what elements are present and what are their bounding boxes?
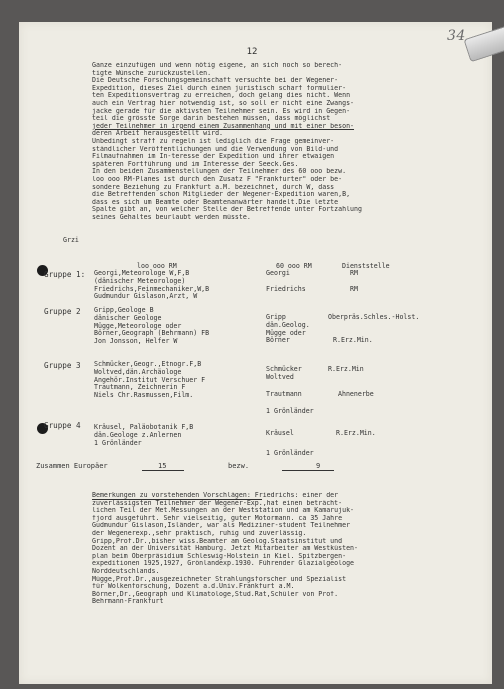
column-header-mid: 60 ooo RM	[276, 262, 312, 270]
totals-separator: bezw.	[228, 462, 250, 470]
mid-line: Gripp	[266, 313, 286, 321]
group-4-members	[94, 424, 193, 447]
remark-line: Mügge,Prof.Dr.,ausgezeichneter Strahlungsforscher und Spezialist	[92, 575, 347, 583]
remark-line: der Wegenerexp.,sehr praktisch, ruhig und zuverlässig.	[92, 529, 307, 537]
remark-line: Bemerkungen zu vorstehenden Vorschlägen: Friedrichs: einer der	[92, 492, 339, 499]
totals-left-value: 15	[158, 462, 167, 470]
remark-line: für Wolkenforschung, Dozent a.d.Univ.Frankfurt a.M.	[92, 583, 295, 591]
column-header-left: loo ooo RM	[137, 262, 177, 270]
mid-line: Georgi	[266, 269, 290, 277]
group-1-right	[350, 270, 358, 293]
text-line: Expedition, dieses Ziel durch einen juristisch scharf formulier-	[92, 84, 347, 92]
mid-line: Kräusel	[266, 429, 294, 437]
remark-line: Gripp,Prof.Dr.,bisher wiss.Beamter am Geolog.Staatsinstitut und	[92, 537, 343, 545]
text-line: In den beiden Zusammenstellungen der Teilnehmer des 60 ooo bezw.	[92, 168, 347, 176]
remarks-heading-underline	[92, 499, 262, 500]
group-3-right	[328, 365, 374, 399]
member-line: Gripp,Geologe B	[94, 306, 154, 314]
text-line: späteren Fortführung und im Interesse der Seeck.Ges.	[92, 160, 299, 168]
member-line: Trautmann, Zeichnerin F	[94, 383, 186, 392]
text-line: tigte Wünsche zurückzustellen.	[92, 69, 212, 77]
right-line: RM	[350, 269, 358, 277]
archive-number: 34	[447, 28, 466, 44]
member-line: Woltved,dän.Archäologe	[94, 367, 182, 376]
member-line: Börner,Geograph (Behrmann) FB	[94, 329, 210, 338]
text-line: Spalte gibt an, von welcher Stelle der Betreffende unter Fortzahlung	[92, 206, 362, 214]
group-2-right	[328, 314, 419, 345]
group-3-members	[94, 361, 205, 400]
right-line	[328, 322, 419, 330]
totals-label: Zusammen Europäer	[36, 462, 108, 470]
right-line	[328, 373, 374, 381]
member-line: Friedrichs,Feinmechaniker,W,B	[94, 284, 210, 293]
text-line: seines Gehaltes beurlaubt werden müsste.	[92, 213, 251, 221]
member-line: Kräusel, Paläobotanik F,B	[94, 423, 194, 431]
right-line: Ahnenerbe	[338, 390, 374, 399]
text-line: ten Expeditionsvertrag zu erreichen, doch gelang dies nicht. Wenn	[92, 92, 351, 100]
text-line: jeder Teilnehmer in irgend einem Zusammenhang und mit einer beson-	[92, 122, 355, 130]
remark-line: Dozent an der Universität Hamburg. Jetzt Mitarbeiter am Westküsten-	[92, 545, 358, 553]
right-line: R.Erz.Min.	[336, 429, 376, 437]
remark-line: Gudmundur Gislason,Isländer, war als Mediziner-student Teilnehmer	[92, 522, 351, 530]
mid-line: Schmücker	[266, 365, 302, 373]
remark-line: plan beim Oberpräsidium Schleswig-Holstein in Kiel. Spitzbergen-	[92, 552, 347, 560]
totals-left-underline	[142, 470, 184, 471]
right-line: RM	[350, 284, 358, 293]
group-4-mid	[266, 428, 314, 458]
right-line: Oberpräs.Schles.-Holst.	[328, 313, 420, 321]
mid-line: Woltved	[266, 373, 294, 382]
group-3-mid	[266, 365, 314, 415]
right-line: R.Erz.Min.	[333, 336, 373, 345]
text-line: auch ein Vertrag hier notwendig ist, so soll er nicht eine Zwangs-	[92, 99, 355, 107]
text-line: Unbedingt straff zu regeln ist lediglich die Frage gemeinver-	[92, 137, 335, 145]
mid-line: Trautmann	[266, 390, 302, 399]
text-line: ständlicher Veröffentlichungen und die Verwendung von Bild-und	[92, 145, 339, 153]
remark-line: expeditionen 1925,1927, Grönlandexp.1930. Führender Glazialgeologe	[92, 560, 355, 568]
group-2-mid	[266, 314, 310, 345]
mid-line: Börner	[266, 336, 290, 345]
text-line: jacke gerade für die aktivsten Teilnehmer sein. Es wird in Gegen-	[92, 107, 351, 115]
member-line: dänischer Geologe	[94, 313, 162, 322]
margin-note: Grzi	[63, 236, 79, 244]
group-label: Gruppe 2	[44, 307, 81, 316]
right-line: R.Erz.Min	[328, 365, 364, 373]
remark-line: lichen Teil der Met.Messungen an der Weststation und am Kamarujuk-	[92, 507, 355, 515]
right-line	[328, 382, 374, 390]
group-2-members	[94, 307, 209, 346]
member-line: Gudmundur Gislason,Arzt, W	[94, 292, 198, 301]
page-number: 12	[246, 47, 258, 57]
member-line: Georgi,Meteorologe W,F,B	[94, 269, 190, 277]
member-line: Jon Jonsson, Helfer W	[94, 337, 178, 346]
member-line: Schmücker,Geogr.,Etnogr.F,B	[94, 360, 202, 368]
member-line: Mügge,Meteorologe oder	[94, 321, 182, 330]
text-line: loo ooo RM-Planes ist durch den Zusatz F "Frankfurter" oder be-	[92, 175, 343, 183]
group-4-right	[336, 428, 376, 438]
totals-right-underline	[282, 470, 334, 471]
mid-line: Friedrichs	[266, 284, 306, 293]
mid-line: dän.Geolog.	[266, 320, 310, 329]
text-line: deren Arbeit herausgestellt wird.	[92, 130, 224, 138]
mid-line	[266, 399, 314, 407]
text-line: Filmaufnahmen im In-teresse der Expedition und ihrer etwaigen	[92, 153, 335, 161]
text-line: Ganze einzufügen und wenn nötig eigene, an sich noch so berech-	[92, 62, 343, 69]
remarks-section	[92, 492, 462, 606]
group-label: Gruppe 3	[44, 361, 81, 370]
remark-line: Börner,Dr.,Geograph und Klimatologe,Stud.Rat,Schüler von Prof.	[92, 590, 339, 598]
remark-line: Norddeutschlands.	[92, 567, 160, 575]
mid-line	[266, 382, 314, 390]
remark-line: Behrmann-Frankfurt	[92, 598, 164, 606]
column-header-right: Dienststelle	[342, 262, 390, 270]
group-label: Gruppe 1:	[44, 270, 86, 279]
mid-line: 1 Grönländer	[266, 407, 314, 416]
text-line: teil die grösste Sorge darin bestehen müssen, dass möglichst	[92, 115, 331, 123]
totals-right-value: 9	[316, 462, 321, 470]
text-line: sondere Beziehung zu Frankfurt a.M. bezeichnet, durch W, dass	[92, 183, 335, 191]
group-label: Gruppe 4	[44, 421, 81, 430]
group-1-members	[94, 270, 209, 301]
text-line: dass es sich um Beamte oder Beamtenanwärter handelt.Die letzte	[92, 198, 339, 206]
member-line: Niels Chr.Rasmussen,Film.	[94, 391, 194, 400]
member-line: dän.Geologe z.Anlernen	[94, 430, 182, 439]
group-1-mid	[266, 270, 306, 293]
remark-line: zuverlässigsten Teilnehmer der Wegener-Exp.,hat einen beträcht-	[92, 499, 343, 507]
mid-line: Mügge oder	[266, 328, 306, 337]
intro-paragraphs	[92, 62, 452, 221]
mid-line	[266, 438, 314, 448]
remark-line: fjord ausgeführt. Sehr vielseitig, guter Motormann. ca 35 Jahre	[92, 514, 343, 522]
member-line: 1 Grönländer	[94, 438, 142, 447]
text-line: Die Deutsche Forschungsgemeinschaft versuchte bei der Wegener-	[92, 77, 339, 85]
member-line: Angehör.Institut Verschuer F	[94, 375, 206, 384]
member-line: (dänischer Meteorologe)	[94, 276, 186, 285]
mid-line: 1 Grönländer	[266, 449, 314, 457]
text-line: die Betreffenden schon Mitglieder der Wegener-Expedition waren,B,	[92, 191, 351, 199]
